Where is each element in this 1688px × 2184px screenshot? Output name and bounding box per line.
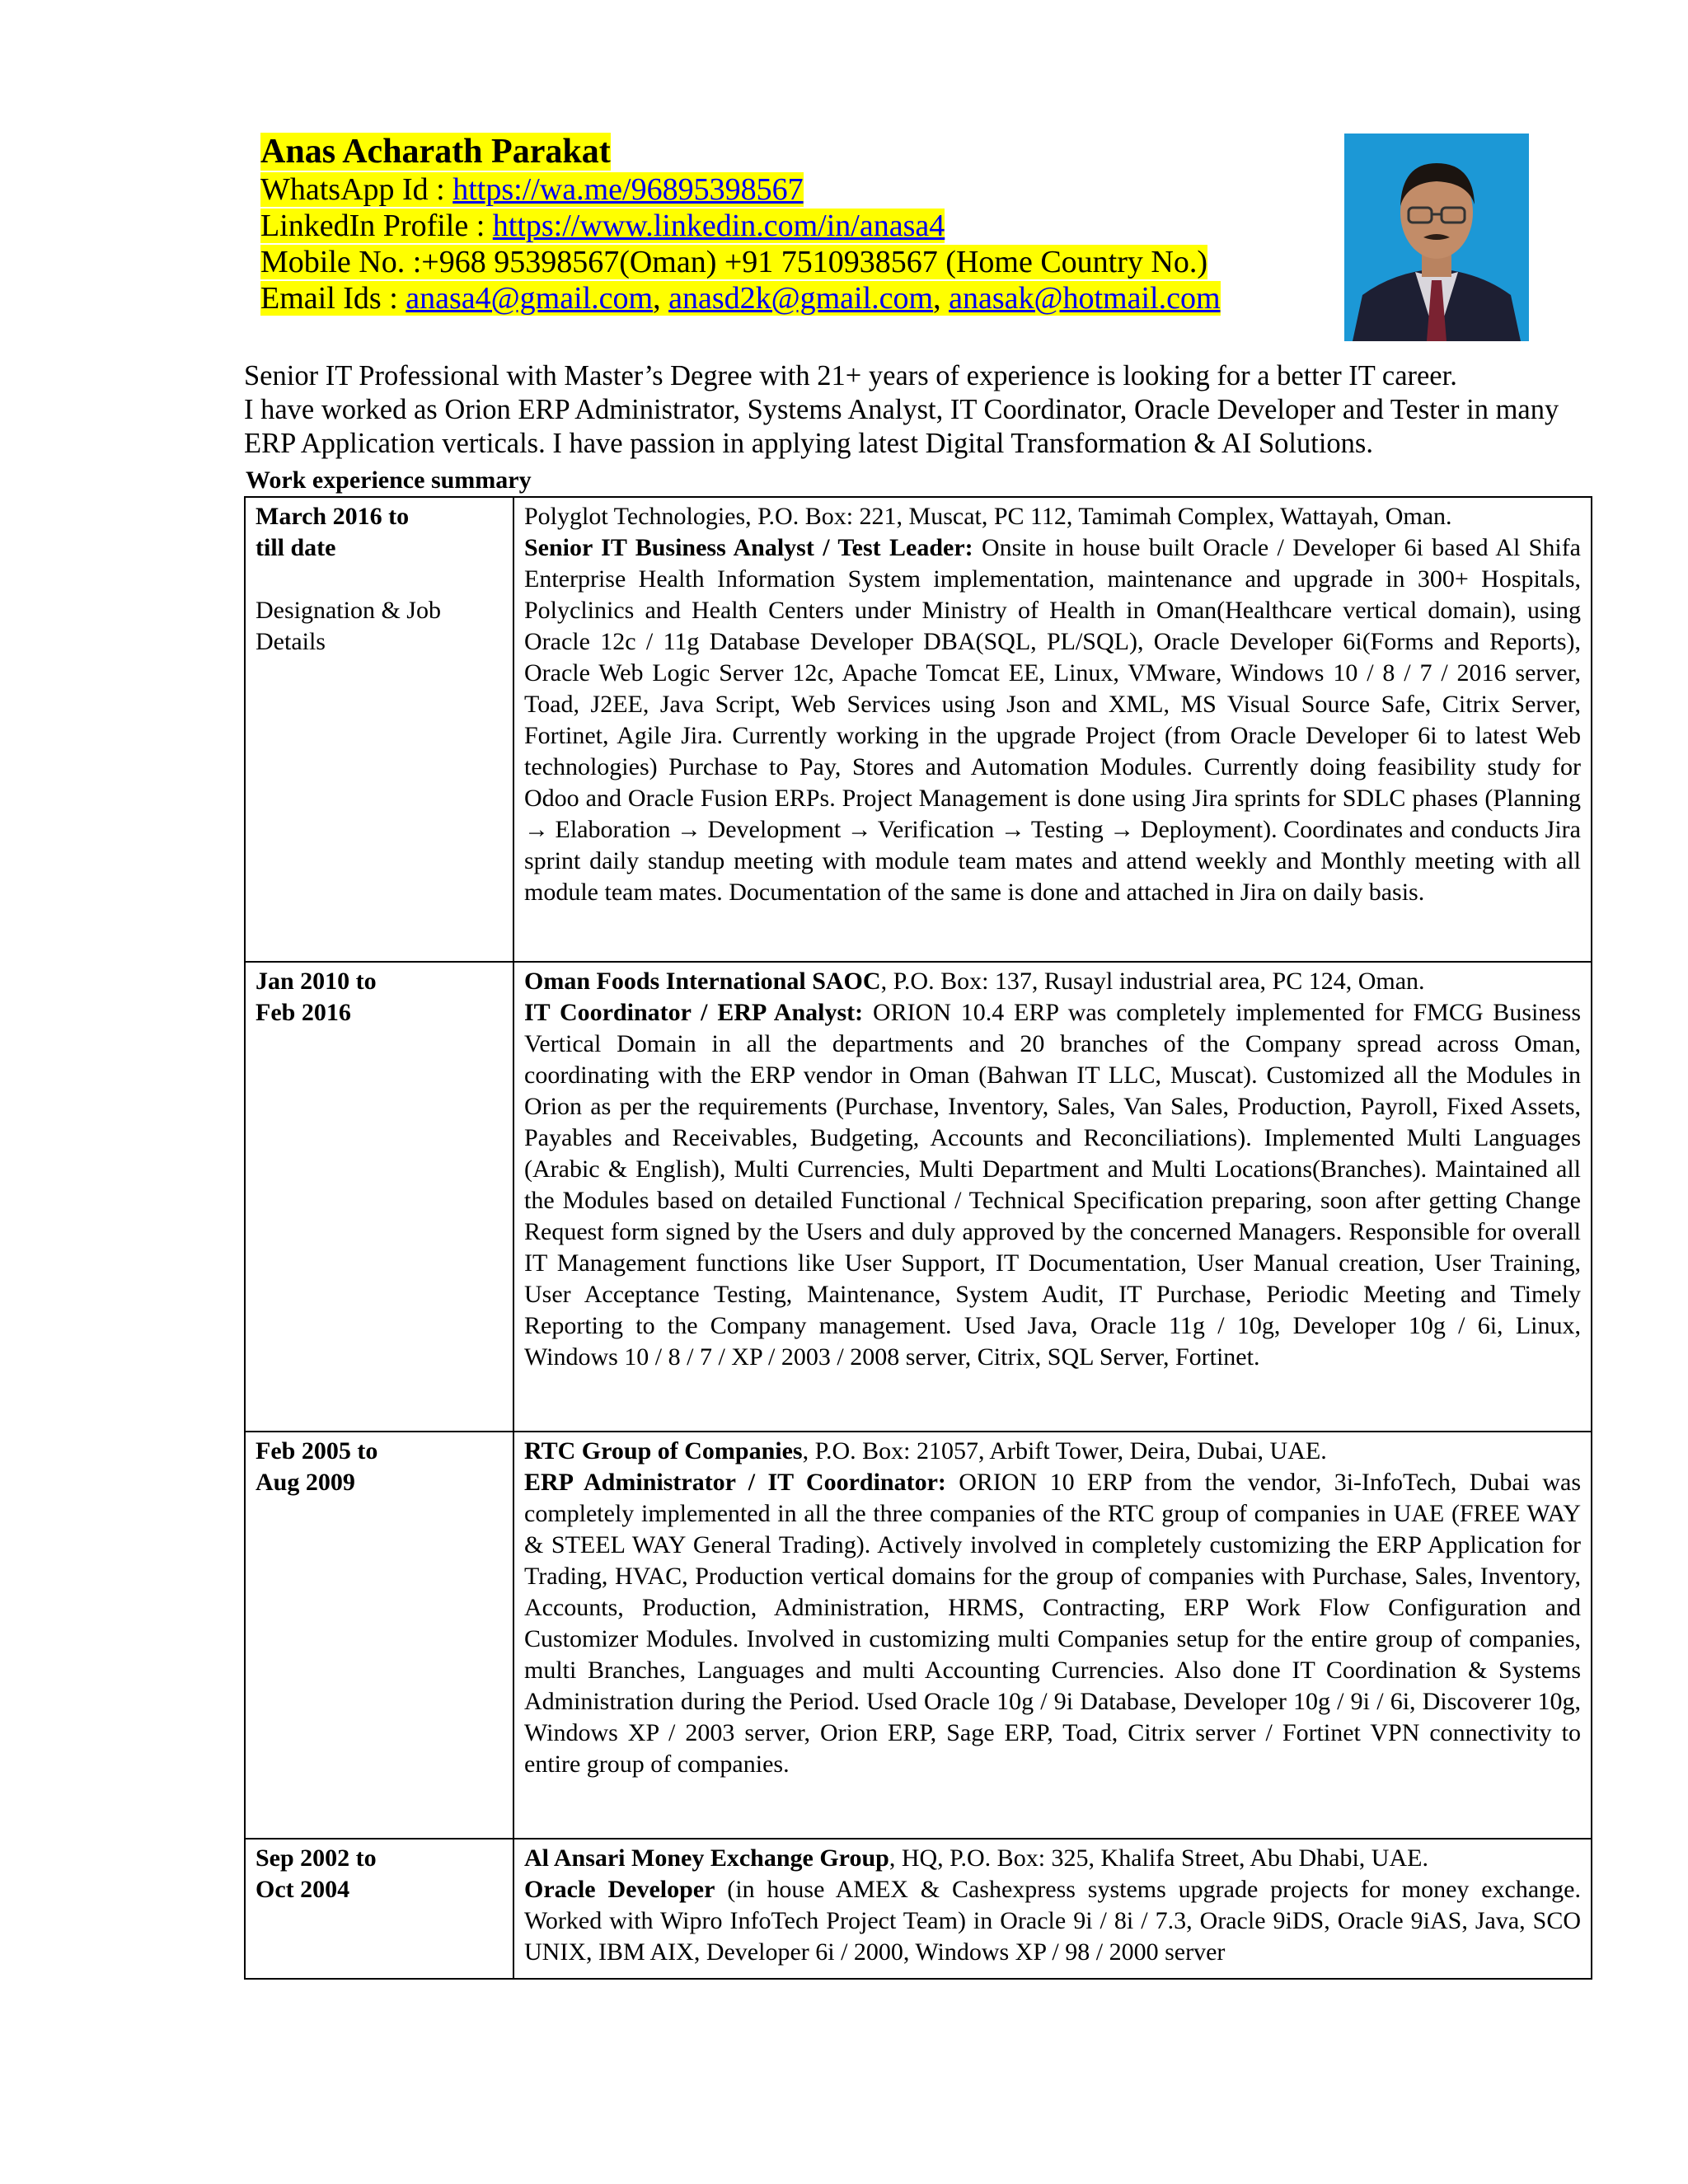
details-label: Details <box>256 628 326 655</box>
email-link-3[interactable]: anasak@hotmail.com <box>949 281 1221 316</box>
company-name: RTC Group of Companies <box>524 1437 803 1465</box>
table-row <box>245 1432 1592 1839</box>
job-role: IT Coordinator / ERP Analyst: <box>524 999 864 1026</box>
job-details: (in house AMEX & Cashexpress systems upgrade projects for money exchange. Worked with Wipro InfoTech Project Team) in Oracle 9i / 8i / 7.3, Oracle 9iDS, Oracle 9iAS, Java, SCO UNIX, IBM AIX, Developer 6i / 2000, Windows XP / 98 / 2000 server <box>524 1876 1582 1966</box>
date-cell <box>245 962 513 1432</box>
company-name: Al Ansari Money Exchange Group <box>524 1844 889 1872</box>
date-start: Sep 2002 to <box>256 1844 377 1872</box>
date-start: Feb 2005 to <box>256 1437 378 1465</box>
email-link-2[interactable]: anasd2k@gmail.com <box>668 281 934 316</box>
contact-header <box>260 132 1307 316</box>
whatsapp-label: WhatsApp Id : <box>260 172 453 207</box>
email-separator: , <box>933 281 950 316</box>
professional-summary <box>244 359 1596 461</box>
email-label: Email Ids : <box>260 281 406 316</box>
work-experience-title: Work experience summary <box>246 466 532 494</box>
date-cell <box>245 497 513 962</box>
job-description <box>513 962 1592 1432</box>
profile-photo <box>1344 134 1529 341</box>
date-cell <box>245 1432 513 1839</box>
job-description <box>513 497 1592 962</box>
job-role: Senior IT Business Analyst / Test Leader: <box>524 534 973 561</box>
date-start: March 2016 to <box>256 503 410 530</box>
date-end: Oct 2004 <box>256 1876 350 1903</box>
email-link-1[interactable]: anasa4@gmail.com <box>406 281 654 316</box>
company-address: Polyglot Technologies, P.O. Box: 221, Muscat, PC 112, Tamimah Complex, Wattayah, Oman. <box>524 503 1452 530</box>
summary-line-2: I have worked as Orion ERP Administrator, Systems Analyst, IT Coordinator, Oracle Developer and Tester in many ERP Application verticals. I have passion in applying latest Digital Transformation & AI Solutions. <box>244 394 1559 459</box>
linkedin-link[interactable]: https://www.linkedin.com/in/anasa4 <box>492 209 945 243</box>
date-start: Jan 2010 to <box>256 968 377 995</box>
date-end: Aug 2009 <box>256 1469 355 1496</box>
job-details: Onsite in house built Oracle / Developer 6i based Al Shifa Enterprise Health Information System implementation, maintenance and upgrade in 300+ Hospitals, Polyclinics and Health Centers under Ministry of Health in Oman(Healthcare vertical domain), using Oracle 12c / 11g Database Developer DBA(SQL, PL/SQL), Oracle Developer 6i(Forms and Reports), Oracle Web Logic Server 12c, Apache Tomcat EE, Linux, VMware, Windows 10 / 8 / 7 / 2016 server, Toad, J2EE, Java Script, Web Services using Json and XML, MS Visual Source Safe, Citrix Server, Fortinet, Agile Jira. Currently working in the upgrade Project (from Oracle Developer 6i to latest Web technologies) Purchase to Pay, Stores and Automation Modules. Currently doing feasibility study for Odoo and Oracle Fusion ERPs. Project Management is done using Jira sprints for SDLC phases (Planning → Elaboration → Development → Verification → Testing → Deployment). Coordinates and conducts Jira sprint daily standup meeting with module team mates and attend weekly and Monthly meeting with all module team mates. Documentation of the same is done and attached in Jira on daily basis. <box>524 534 1582 906</box>
company-address: , HQ, P.O. Box: 325, Khalifa Street, Abu Dhabi, UAE. <box>889 1844 1428 1872</box>
job-details: ORION 10 ERP from the vendor, 3i-InfoTech, Dubai was completely implemented in all the three companies of the RTC group of companies in UAE (FREE WAY & STEEL WAY General Trading). Actively involved in completely customizing the ERP Application for Trading, HVAC, Production vertical domains for the group of companies with Purchase, Sales, Inventory, Accounts, Production, Administration, HRMS, Contracting, ERP Work Flow Configuration and Customizer Modules. Involved in customizing multi Companies setup for the entire group of companies, multi Branches, Languages and multi Accounting Currencies. Also done IT Coordination & Systems Administration during the Period. Used Oracle 10g / 9i Database, Developer 10g / 9i / 6i, Discoverer 10g, Windows XP / 2003 server, Orion ERP, Sage ERP, Toad, Citrix server / Fortinet VPN connectivity to entire group of companies. <box>524 1469 1582 1778</box>
table-row <box>245 1839 1592 1979</box>
job-description <box>513 1432 1592 1839</box>
work-experience-table <box>244 496 1592 1980</box>
designation-label: Designation & Job <box>256 597 441 624</box>
job-details: ORION 10.4 ERP was completely implemented for FMCG Business Vertical Domain in all the departments and 20 branches of the Company spread across Oman, coordinating with the ERP vendor in Oman (Bahwan IT LLC, Muscat). Customized all the Modules in Orion as per the requirements (Purchase, Inventory, Sales, Van Sales, Production, Payroll, Fixed Assets, Payables and Receivables, Budgeting, Accounts and Reconciliations). Implemented Multi Languages (Arabic & English), Multi Currencies, Multi Department and Multi Locations(Branches). Maintained all the Modules based on detailed Functional / Technical Specification preparing, soon after getting Change Request form signed by the Users and duly approved by the concerned Managers. Responsible for overall IT Management functions like User Support, IT Documentation, User Manual creation, User Training, User Acceptance Testing, Maintenance, System Audit, IT Purchase, Periodic Meeting and Timely Reporting to the Company management. Used Java, Oracle 11g / 10g, Developer 10g / 6i, Linux, Windows 10 / 8 / 7 / XP / 2003 / 2008 server, Citrix, SQL Server, Fortinet. <box>524 999 1581 1371</box>
candidate-name: Anas Acharath Parakat <box>260 133 611 171</box>
summary-line-1: Senior IT Professional with Master’s Degree with 21+ years of experience is looking for a better IT career. <box>244 360 1457 391</box>
whatsapp-link[interactable]: https://wa.me/96895398567 <box>452 172 804 207</box>
company-address: , P.O. Box: 137, Rusayl industrial area, PC 124, Oman. <box>880 968 1425 995</box>
date-end: till date <box>256 534 336 561</box>
job-description <box>513 1839 1592 1979</box>
date-cell <box>245 1839 513 1979</box>
table-row <box>245 962 1592 1432</box>
job-role: ERP Administrator / IT Coordinator: <box>524 1469 946 1496</box>
company-address: , P.O. Box: 21057, Arbift Tower, Deira, Dubai, UAE. <box>802 1437 1327 1465</box>
table-row <box>245 497 1592 962</box>
job-role: Oracle Developer <box>524 1876 715 1903</box>
date-end: Feb 2016 <box>256 999 351 1026</box>
email-separator: , <box>653 281 669 316</box>
portrait-image <box>1344 134 1529 341</box>
company-name: Oman Foods International SAOC <box>524 968 881 995</box>
mobile-numbers: Mobile No. :+968 95398567(Oman) +91 7510938567 (Home Country No.) <box>260 245 1207 279</box>
linkedin-label: LinkedIn Profile : <box>260 209 493 243</box>
